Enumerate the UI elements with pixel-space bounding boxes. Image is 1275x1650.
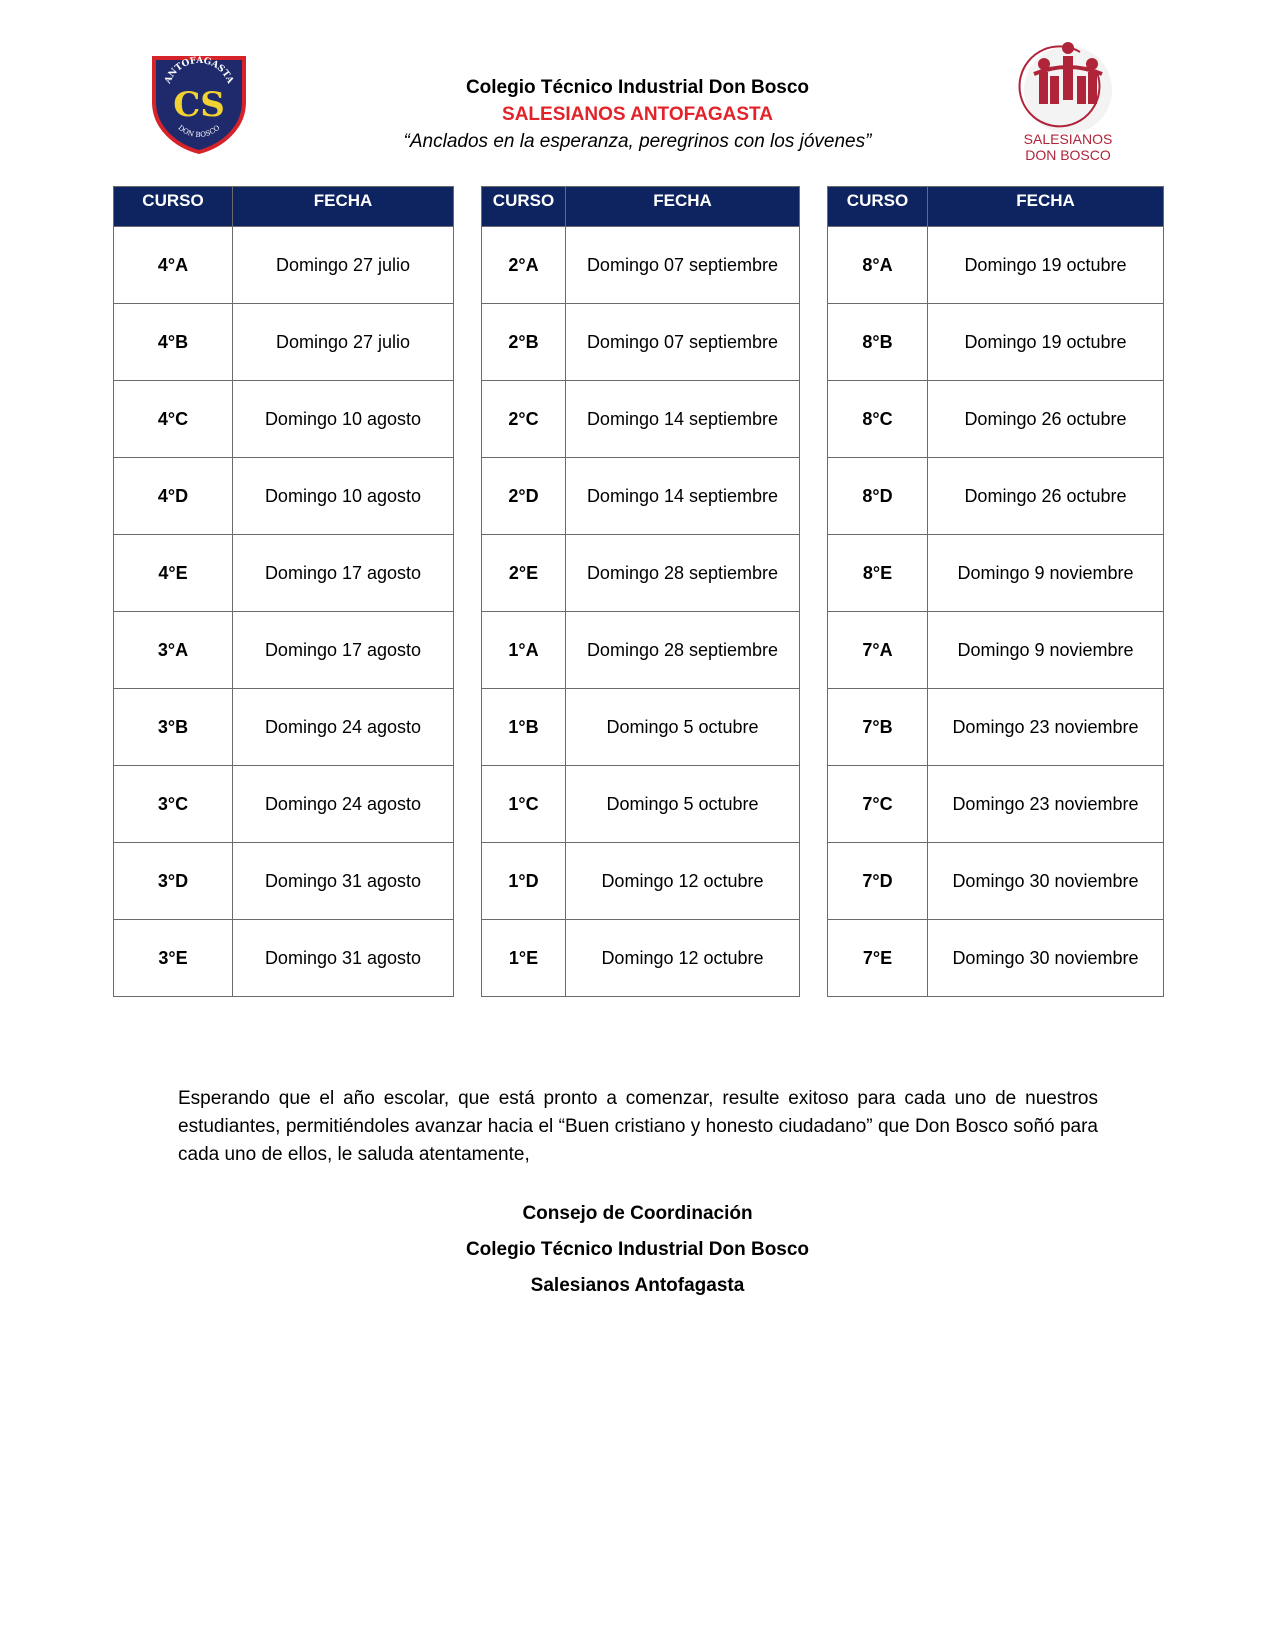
curso-cell: 2°D bbox=[482, 458, 566, 535]
table-row bbox=[114, 535, 454, 612]
table-row bbox=[482, 920, 800, 997]
table-row bbox=[114, 766, 454, 843]
curso-cell: 4°A bbox=[114, 227, 233, 304]
table-row bbox=[828, 689, 1164, 766]
fecha-cell: Domingo 10 agosto bbox=[233, 458, 454, 535]
column-header-fecha: FECHA bbox=[928, 187, 1164, 227]
table-row bbox=[114, 458, 454, 535]
curso-cell: 8°C bbox=[828, 381, 928, 458]
fecha-cell: Domingo 30 noviembre bbox=[928, 843, 1164, 920]
table-row bbox=[114, 843, 454, 920]
curso-cell: 3°C bbox=[114, 766, 233, 843]
signature-block bbox=[330, 1196, 945, 1304]
table-row bbox=[828, 766, 1164, 843]
curso-cell: 3°A bbox=[114, 612, 233, 689]
fecha-cell: Domingo 31 agosto bbox=[233, 843, 454, 920]
curso-cell: 7°A bbox=[828, 612, 928, 689]
fecha-cell: Domingo 07 septiembre bbox=[566, 227, 800, 304]
fecha-cell: Domingo 19 octubre bbox=[928, 227, 1164, 304]
curso-cell: 4°E bbox=[114, 535, 233, 612]
fecha-cell: Domingo 9 noviembre bbox=[928, 535, 1164, 612]
school-shield-logo bbox=[150, 54, 248, 154]
curso-cell: 7°E bbox=[828, 920, 928, 997]
curso-cell: 4°D bbox=[114, 458, 233, 535]
table-row bbox=[828, 920, 1164, 997]
fecha-cell: Domingo 19 octubre bbox=[928, 304, 1164, 381]
table-row bbox=[114, 612, 454, 689]
fecha-cell: Domingo 5 octubre bbox=[566, 766, 800, 843]
fecha-cell: Domingo 12 octubre bbox=[566, 843, 800, 920]
column-header-fecha: FECHA bbox=[233, 187, 454, 227]
document-header bbox=[330, 74, 945, 156]
fecha-cell: Domingo 27 julio bbox=[233, 227, 454, 304]
curso-cell: 2°A bbox=[482, 227, 566, 304]
closing-paragraph: Esperando que el año escolar, que está pronto a comenzar, resulte exitoso para cada uno de nuestros estudiantes, permitiéndoles avanzar hacia el “Buen cristiano y honesto ciudadano” que Don Bosco soñó para cada uno de ellos, le saluda atentamente, bbox=[178, 1088, 1098, 1165]
fecha-cell: Domingo 26 octubre bbox=[928, 381, 1164, 458]
signature-line: Colegio Técnico Industrial Don Bosco bbox=[465, 1239, 810, 1260]
curso-cell: 4°C bbox=[114, 381, 233, 458]
table-row bbox=[482, 458, 800, 535]
fecha-cell: Domingo 23 noviembre bbox=[928, 689, 1164, 766]
svg-text:ANTOFAGASTA: ANTOFAGASTA bbox=[163, 55, 235, 86]
salesianos-logo bbox=[1010, 40, 1128, 165]
table-row bbox=[828, 304, 1164, 381]
curso-cell: 3°D bbox=[114, 843, 233, 920]
curso-cell: 7°B bbox=[828, 689, 928, 766]
table-row bbox=[482, 612, 800, 689]
table-row bbox=[482, 689, 800, 766]
fecha-cell: Domingo 5 octubre bbox=[566, 689, 800, 766]
signature-line: Consejo de Coordinación bbox=[522, 1203, 753, 1224]
curso-cell: 7°D bbox=[828, 843, 928, 920]
fecha-cell: Domingo 14 septiembre bbox=[566, 458, 800, 535]
curso-cell: 8°A bbox=[828, 227, 928, 304]
signature-line: Salesianos Antofagasta bbox=[530, 1275, 745, 1296]
fecha-cell: Domingo 9 noviembre bbox=[928, 612, 1164, 689]
table-row bbox=[114, 689, 454, 766]
curso-cell: 2°C bbox=[482, 381, 566, 458]
curso-cell: 1°E bbox=[482, 920, 566, 997]
fecha-cell: Domingo 07 septiembre bbox=[566, 304, 800, 381]
fecha-cell: Domingo 31 agosto bbox=[233, 920, 454, 997]
table-row bbox=[828, 381, 1164, 458]
table-row bbox=[114, 227, 454, 304]
schedule-table-3 bbox=[827, 186, 1164, 997]
curso-cell: 1°A bbox=[482, 612, 566, 689]
curso-cell: 3°B bbox=[114, 689, 233, 766]
table-row bbox=[482, 304, 800, 381]
table-row bbox=[482, 535, 800, 612]
table-row bbox=[114, 920, 454, 997]
schedule-table-1 bbox=[113, 186, 454, 997]
header-motto: “Anclados en la esperanza, peregrinos con los jóvenes” bbox=[403, 131, 872, 152]
curso-cell: 4°B bbox=[114, 304, 233, 381]
curso-cell: 1°B bbox=[482, 689, 566, 766]
fecha-cell: Domingo 17 agosto bbox=[233, 612, 454, 689]
curso-cell: 2°B bbox=[482, 304, 566, 381]
table-row bbox=[828, 458, 1164, 535]
fecha-cell: Domingo 17 agosto bbox=[233, 535, 454, 612]
svg-text:DON BOSCO: DON BOSCO bbox=[1025, 147, 1111, 163]
table-row bbox=[482, 766, 800, 843]
column-header-fecha: FECHA bbox=[566, 187, 800, 227]
logo-monogram: CS bbox=[173, 85, 225, 125]
curso-cell: 8°D bbox=[828, 458, 928, 535]
fecha-cell: Domingo 24 agosto bbox=[233, 766, 454, 843]
header-subtitle: SALESIANOS ANTOFAGASTA bbox=[502, 104, 773, 125]
schedule-table-2 bbox=[481, 186, 800, 997]
fecha-cell: Domingo 23 noviembre bbox=[928, 766, 1164, 843]
curso-cell: 3°E bbox=[114, 920, 233, 997]
table-row bbox=[828, 843, 1164, 920]
curso-cell: 8°E bbox=[828, 535, 928, 612]
table-row bbox=[114, 381, 454, 458]
fecha-cell: Domingo 24 agosto bbox=[233, 689, 454, 766]
curso-cell: 7°C bbox=[828, 766, 928, 843]
curso-cell: 2°E bbox=[482, 535, 566, 612]
table-row bbox=[828, 612, 1164, 689]
column-header-curso: CURSO bbox=[828, 187, 928, 227]
school-name: Colegio Técnico Industrial Don Bosco bbox=[465, 77, 810, 98]
svg-text:SALESIANOS: SALESIANOS bbox=[1023, 131, 1113, 147]
column-header-curso: CURSO bbox=[482, 187, 566, 227]
fecha-cell: Domingo 27 julio bbox=[233, 304, 454, 381]
table-row bbox=[482, 381, 800, 458]
fecha-cell: Domingo 30 noviembre bbox=[928, 920, 1164, 997]
column-header-curso: CURSO bbox=[114, 187, 233, 227]
table-row bbox=[482, 843, 800, 920]
fecha-cell: Domingo 14 septiembre bbox=[566, 381, 800, 458]
fecha-cell: Domingo 28 septiembre bbox=[566, 612, 800, 689]
fecha-cell: Domingo 28 septiembre bbox=[566, 535, 800, 612]
fecha-cell: Domingo 26 octubre bbox=[928, 458, 1164, 535]
table-row bbox=[482, 227, 800, 304]
table-row bbox=[828, 227, 1164, 304]
fecha-cell: Domingo 10 agosto bbox=[233, 381, 454, 458]
curso-cell: 1°D bbox=[482, 843, 566, 920]
svg-text:DON BOSCO: DON BOSCO bbox=[176, 123, 222, 139]
table-row bbox=[828, 535, 1164, 612]
curso-cell: 8°B bbox=[828, 304, 928, 381]
curso-cell: 1°C bbox=[482, 766, 566, 843]
fecha-cell: Domingo 12 octubre bbox=[566, 920, 800, 997]
table-row bbox=[114, 304, 454, 381]
